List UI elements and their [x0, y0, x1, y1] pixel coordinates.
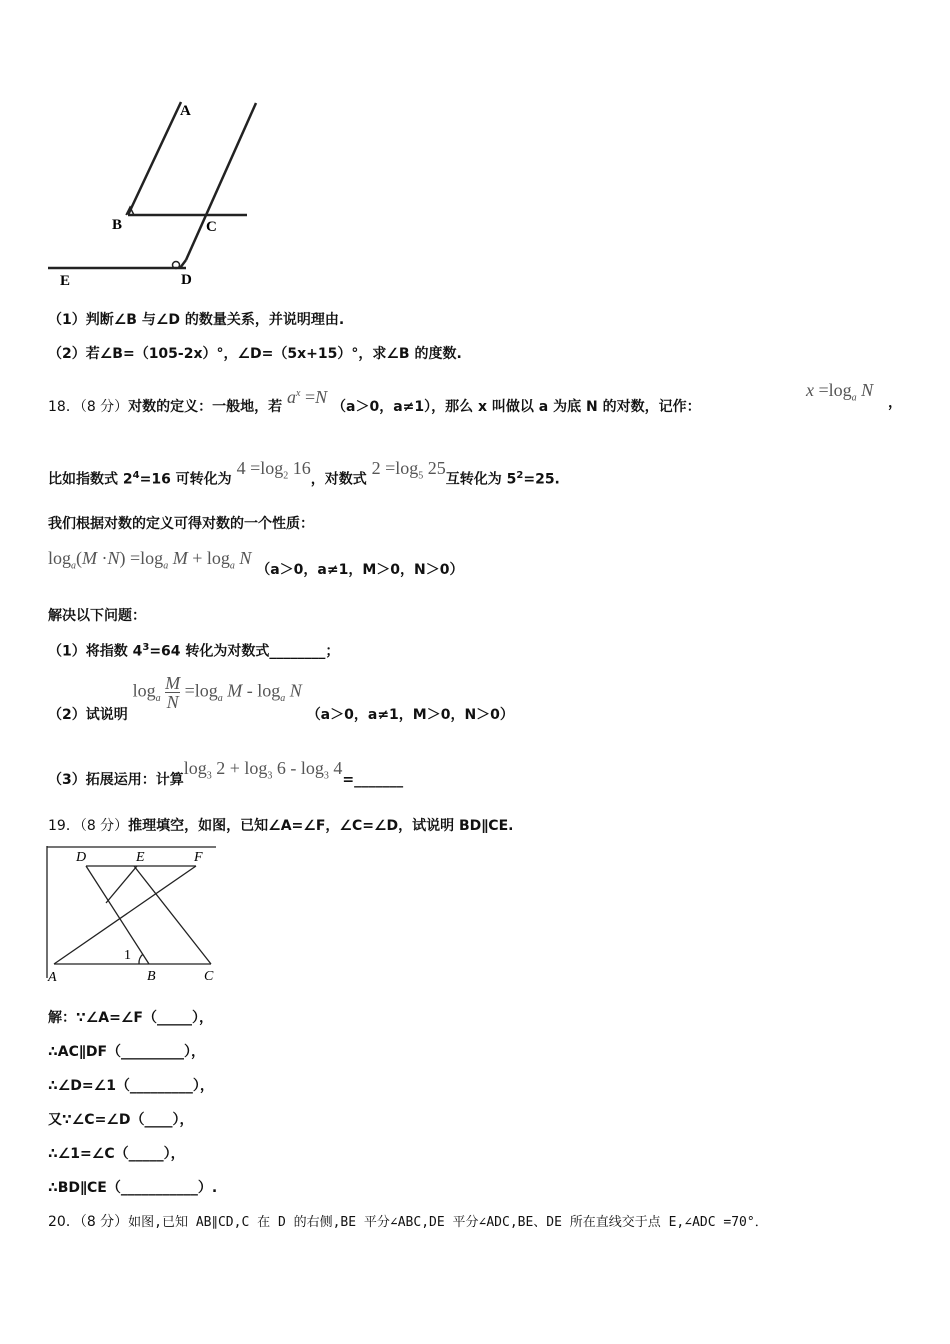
q18-definition: 18．（8 分）对数的定义：一般地，若 $a^x =N$ （a＞0，a≠1），那么 x 叫做以 a 为底 N 的对数，记作： [48, 387, 701, 415]
fig2-label-a: A [48, 970, 57, 985]
fig2-label-d: D [76, 850, 87, 865]
fig1-label-d: D [181, 272, 192, 288]
formula-log2-16: $4 =\log_2$ 16 [236, 457, 311, 482]
q19-line5: ∴∠1=∠C（_____）， [48, 1146, 185, 1162]
formula-log3-compute: $\log_3 2 + \log_3 6 - \log_3 4$ [183, 758, 343, 782]
fig2-label-f: F [194, 850, 203, 865]
q18-solve: 解决以下问题： [48, 608, 146, 624]
q18-property: $\log_a(M \cdot N) =\log_a$ $M + \log_a N$ （a＞0，a≠1，M＞0，N＞0） [48, 548, 464, 578]
q18-example: 比如指数式 $2^4=16$ 可转化为 $4 =\log_2$ 16，对数式 $2 =\log_5$ 25互转化为 $5^2=25$. [48, 457, 560, 488]
fig1-label-a: A [180, 103, 191, 119]
q17-part2: （2）若∠B=（105-2x）°，∠D=（5x+15）°，求∠B 的度数. [48, 346, 462, 362]
q19-line1: 解：∵∠A=∠F（_____）， [48, 1010, 213, 1026]
fig1-label-e: E [60, 273, 71, 289]
formula-x-log: $x =\log_a$ N [806, 380, 874, 404]
q18-sub1: （1）将指数 $4^3=64$ 转化为对数式________； [48, 642, 340, 660]
q18-property-intro: 我们根据对数的定义可得对数的一个性质： [48, 516, 314, 532]
q19-line2: ∴AC∥DF（_________）， [48, 1044, 206, 1060]
figure-two-parallelograms [46, 846, 221, 986]
q19-line4: 又∵∠C=∠D（____）， [48, 1112, 194, 1128]
q18-sub2: （2）试说明 $\log_a$ $\frac{M}{N}$ $=\log_a$ M - $\log_a N$ （a＞0，a≠1，M＞0，N＞0） [48, 673, 514, 723]
fig1-label-c: C [206, 219, 217, 235]
q18-sub3: （3）拓展运用：计算$\log_3 2 + \log_3 6 - \log_3$ 4=_______ [48, 758, 404, 788]
q18-comma: ， [888, 395, 902, 411]
q19-question: 19．（8 分）推理填空，如图，已知∠A=∠F，∠C=∠D，试说明 BD∥CE. [48, 818, 514, 834]
fig2-label-e: E [136, 850, 145, 865]
fig2-label-c: C [204, 969, 214, 984]
formula-log-quotient: $\log_a$ $\frac{M}{N}$ $=\log_a$ M - $\log_a N$ [132, 673, 302, 712]
q19-number: 19．（8 分） [48, 818, 129, 834]
q19-line3: ∴∠D=∠1（_________）， [48, 1078, 214, 1094]
q19-line6: ∴BD∥CE（___________）. [48, 1180, 218, 1196]
figure-parallel-lines [40, 95, 270, 295]
fig2-label-b: B [147, 969, 156, 984]
formula-ax-n: $a^x =N$ [287, 387, 328, 407]
fig1-label-b: B [112, 217, 123, 233]
fig2-label-one: 1 [124, 948, 131, 963]
formula-log5-25: $2 =\log_5$ 25 [371, 457, 446, 482]
q20-number: 20．（8 分） [48, 1214, 129, 1230]
q18-number: 18．（8 分） [48, 399, 129, 415]
formula-log-product: $\log_a(M \cdot N) =\log_a$ $M + \log_a N$ [48, 548, 252, 572]
q20-question: 20．（8 分）如图,已知 AB∥CD,C 在 D 的右侧,BE 平分∠ABC,DE 平分∠ADC,BE、DE 所在直线交于点 E,∠ADC =70°． [48, 1214, 768, 1230]
q17-part1: （1）判断∠B 与∠D 的数量关系，并说明理由. [48, 312, 345, 328]
